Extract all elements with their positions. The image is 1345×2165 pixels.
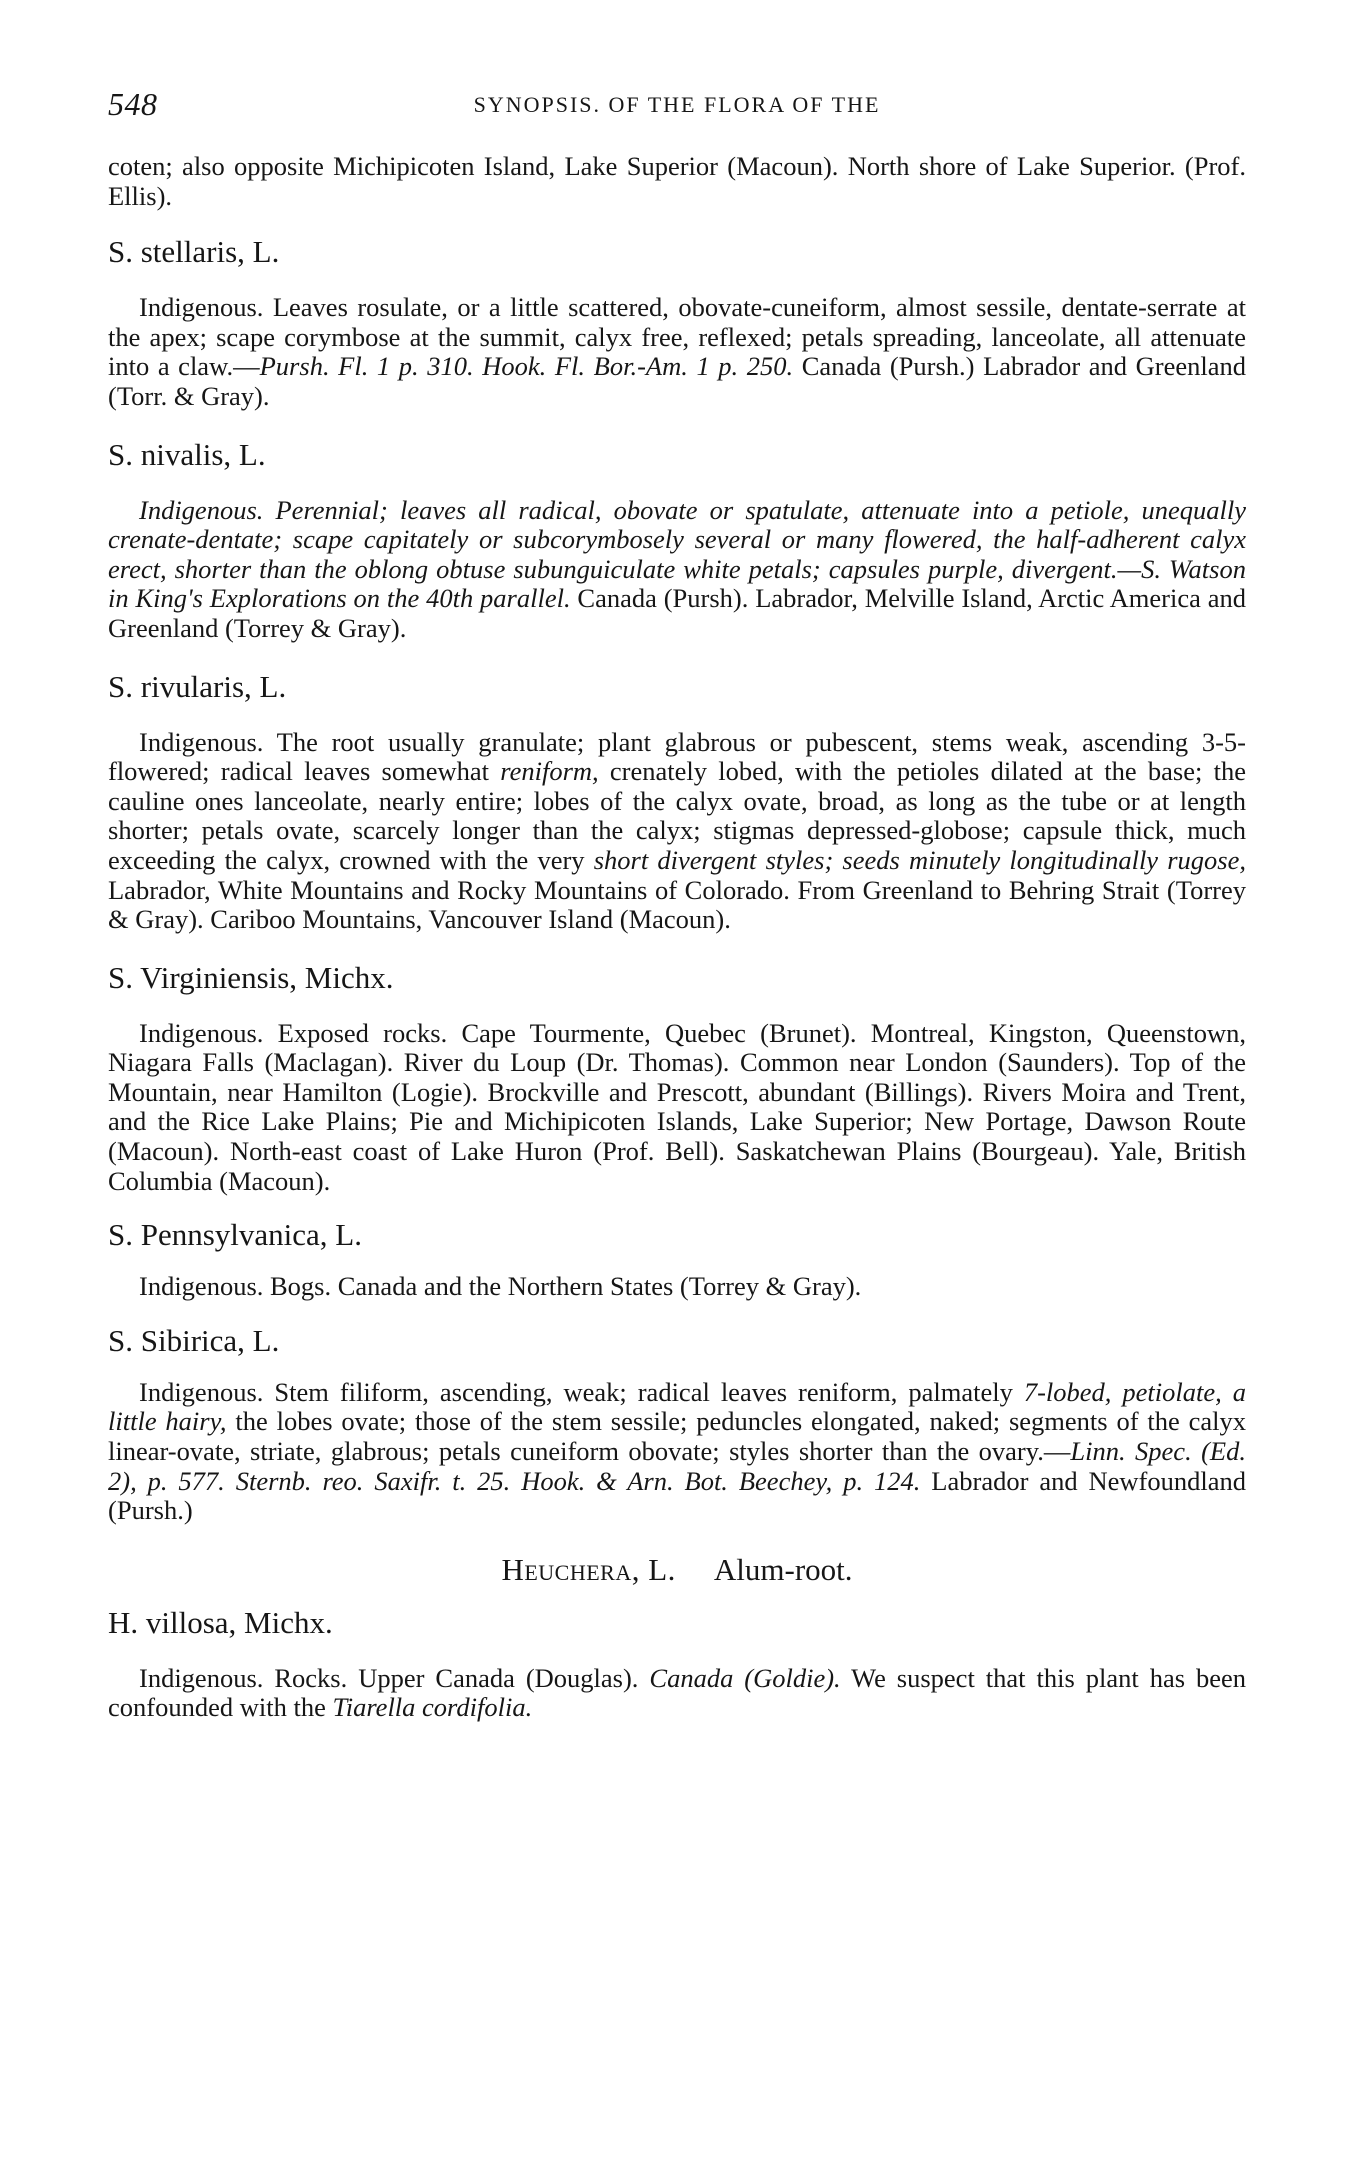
species-heading-nivalis: S. nivalis, L. [108, 436, 266, 472]
species-description-pennsylvanica: Indigenous. Bogs. Canada and the Northern States (Torrey & Gray). [139, 1271, 862, 1302]
species-heading-villosa: H. villosa, Michx. [108, 1604, 333, 1640]
description-text: Indigenous. The root usually granulate; plant glabrous or pubescent, stems weak, ascending 3-5-flowered; radical leaves somewhat [108, 726, 1246, 787]
genus-common-name: Alum-root. [713, 1551, 853, 1587]
description-text: Indigenous. Perennial; leaves all radical, obovate or spatulate, attenuate into a petiole, unequally crenate-dentate; scape capitately or subcorymbosely several or many flowered, the half-adherent calyx erect, shorter than the oblong obtuse subunguiculate white petals; capsules purple, divergent.— [108, 494, 1246, 584]
species-heading-stellaris: S. stellaris, L. [108, 234, 280, 270]
description-text: Indigenous. Stem filiform, ascending, weak; radical leaves reniform, palmately [139, 1376, 1024, 1407]
species-heading-rivularis: S. rivularis, L. [108, 668, 287, 704]
description-italic-text: Tiarella cordifolia. [332, 1692, 533, 1723]
description-text: We suspect that this plant has been confounded with the [108, 1662, 1247, 1723]
species-heading-pennsylvanica: S. Pennsylvanica, L. [108, 1217, 362, 1253]
description-italic-text: reniform, [500, 756, 599, 787]
species-heading-virginiensis: S. Virginiensis, Michx. [108, 959, 394, 995]
continuation-paragraph: coten; also opposite Michipicoten Island, Lake Superior (Macoun). North shore of Lake Superior. (Prof. Ellis). [108, 151, 1246, 211]
species-heading-sibirica: S. Sibirica, L. [108, 1322, 280, 1358]
description-text: Canada (Pursh.) Labrador and Greenland (Torr. & Gray). [108, 351, 1246, 411]
genus-name: Heuchera, L. [501, 1551, 676, 1587]
species-description-rivularis [108, 728, 1246, 935]
species-description-sibirica [108, 1378, 1246, 1526]
description-text: Labrador and Newfoundland (Pursh.) [108, 1465, 1247, 1526]
page-number: 548 [108, 86, 158, 122]
description-text: Canada (Pursh). Labrador, Melville Island, Arctic America and Greenland (Torrey & Gray). [108, 583, 1246, 643]
description-text: the lobes ovate; those of the stem sessile; peduncles elongated, naked; segments of the calyx linear-ovate, striate, glabrous; petals cuneiform obovate; styles shorter than the ovary.— [108, 1406, 1246, 1467]
description-text: crenately lobed, with the petioles dilated at the base; the cauline ones lanceolate, nearly entire; lobes of the calyx ovate, broad, as long as the tube or at length shorter; petals ovate, scarcely longer than the calyx; stigmas depressed-globose; capsule thick, much exceeding the calyx, crowned with the very [108, 756, 1246, 875]
running-title: SYNOPSIS. OF THE FLORA OF THE [473, 92, 881, 117]
description-italic-text: short divergent styles; seeds minutely longitudinally rugose, [593, 844, 1246, 875]
description-text: Indigenous. Rocks. Upper Canada (Douglas). [139, 1662, 650, 1693]
description-text: Labrador, White Mountains and Rocky Mountains of Colorado. From Greenland to Behring Strait (Torrey & Gray). Cariboo Mountains, Vancouver Island (Macoun). [108, 874, 1246, 935]
description-text: Indigenous. Leaves rosulate, or a little scattered, obovate-cuneiform, almost sessile, dentate-serrate at the apex; scape corymbose at the summit, calyx free, reflexed; petals spreading, lanceolate, all attenuate into a claw.— [108, 292, 1246, 382]
book-page [108, 86, 1246, 1723]
description-italic-text: Canada (Goldie). [649, 1662, 841, 1693]
citation-text: S. Watson in King's Explorations on the 40th parallel. [108, 553, 1246, 614]
species-description-stellaris [108, 293, 1246, 411]
species-description-virginiensis: Indigenous. Exposed rocks. Cape Tourmente, Quebec (Brunet). Montreal, Kingston, Queenstown, Niagara Falls (Maclagan). River du Loup (Dr. Thomas). Common near London (Saunders). Top of the Mountain, near Hamilton (Logie). Brockville and Prescott, abundant (Billings). Rivers Moira and Trent, and the Rice Lake Plains; Pie and Michipicoten Islands, Lake Superior; New Portage, Dawson Route (Macoun). North-east coast of Lake Huron (Prof. Bell). Saskatchewan Plains (Bourgeau). Yale, British Columbia (Macoun). [108, 1017, 1246, 1196]
citation-text: Linn. Spec. (Ed. 2), p. 577. Sternb. reo. Saxifr. t. 25. Hook. & Arn. Bot. Beechey, p. 124. [108, 1436, 1246, 1496]
description-italic-text: 7-lobed, petiolate, a little hairy, [108, 1376, 1246, 1437]
species-description-nivalis [108, 496, 1246, 644]
genus-heading [108, 1552, 1246, 1596]
citation-text: Pursh. Fl. 1 p. 310. Hook. Fl. Bor.-Am. 1 p. 250. [259, 351, 794, 382]
species-description-villosa [108, 1664, 1246, 1723]
running-head [108, 86, 1246, 130]
